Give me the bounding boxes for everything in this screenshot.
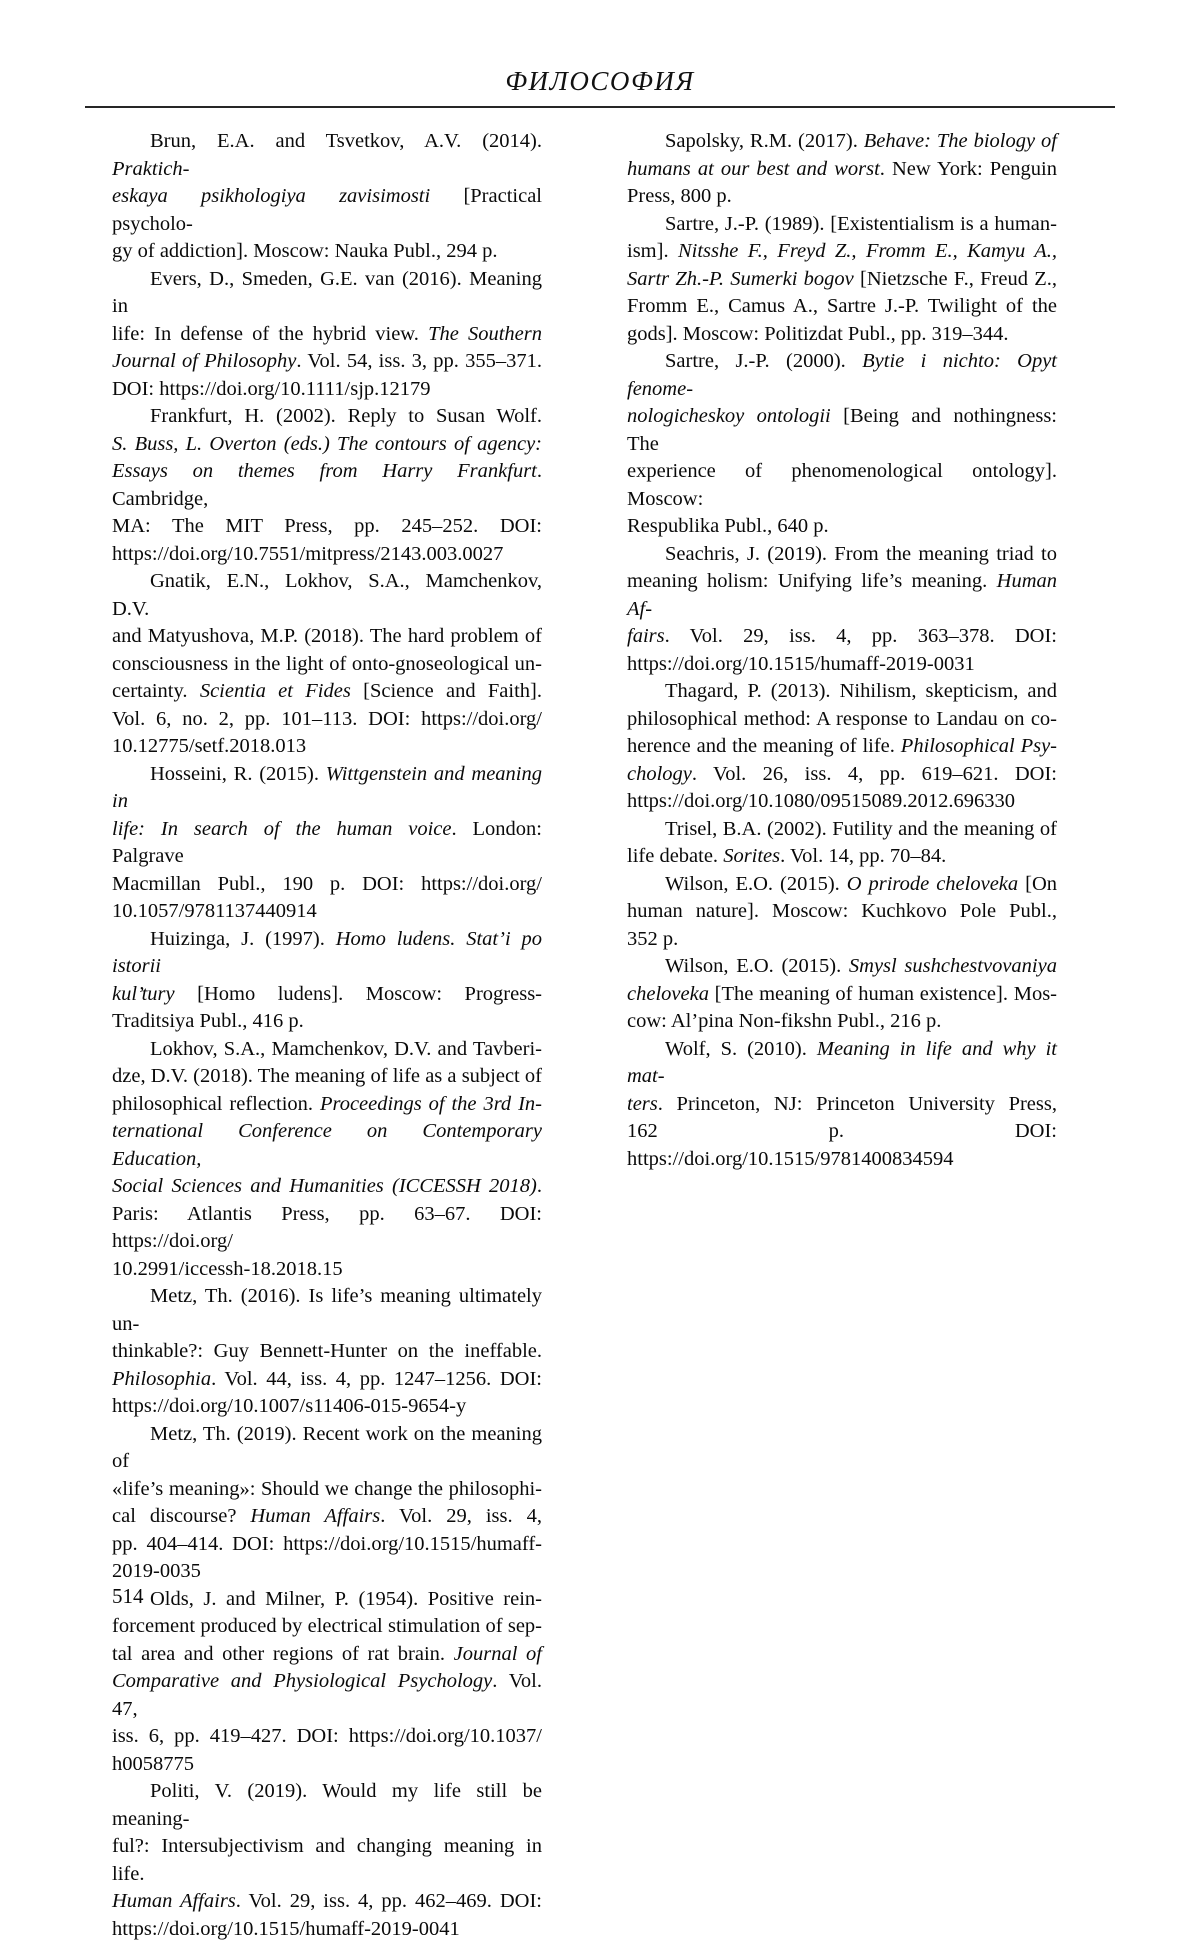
reference-text: . New York: Penguin [880, 158, 1057, 180]
reference-text-italic: Proceedings of the 3rd In- [320, 1093, 542, 1115]
reference-text: . [537, 1175, 542, 1197]
reference-line [112, 128, 542, 183]
reference-text: [On [1018, 873, 1057, 895]
reference-text: https://doi.org/10.7551/mitpress/2143.003.0027 [112, 543, 503, 565]
reference-line [112, 1641, 542, 1669]
reference-text: 10.1057/9781137440914 [112, 900, 317, 922]
reference-entry [112, 568, 542, 761]
reference-line [112, 1366, 542, 1394]
reference-line [627, 156, 1057, 184]
reference-text: https://doi.org/10.1515/humaff-2019-0041 [112, 1918, 460, 1940]
reference-entry [112, 1421, 542, 1586]
reference-text: . Vol. 29, iss. 4, pp. 363–378. DOI: [665, 625, 1057, 647]
reference-text-italic: Sartr Zh.-P. Sumerki bogov [627, 268, 854, 290]
reference-line [627, 1091, 1057, 1119]
reference-line [112, 706, 542, 734]
reference-line [627, 321, 1057, 349]
reference-text: Huizinga, J. (1997). [150, 928, 336, 950]
reference-text: tal area and other regions of rat brain. [112, 1643, 454, 1665]
reference-text: MA: The MIT Press, pp. 245–252. DOI: [112, 515, 542, 537]
reference-line [112, 1833, 542, 1888]
reference-line [627, 816, 1057, 844]
reference-text: and Matyushova, M.P. (2018). The hard problem of [112, 625, 542, 647]
reference-line [627, 403, 1057, 458]
reference-text: meaning holism: Unifying life’s meaning. [627, 570, 997, 592]
reference-text: Metz, Th. (2016). Is life’s meaning ultimately un- [112, 1285, 542, 1335]
reference-text: Wilson, E.O. (2015). [665, 873, 847, 895]
reference-line [112, 1916, 542, 1943]
reference-line [112, 1338, 542, 1366]
reference-text: Macmillan Publ., 190 p. DOI: https://doi.org/ [112, 873, 542, 895]
reference-line [112, 541, 542, 569]
reference-line [112, 871, 542, 899]
reference-text: Trisel, B.A. (2002). Futility and the meaning of [665, 818, 1057, 840]
reference-line [627, 513, 1057, 541]
reference-text: ism]. [627, 240, 678, 262]
reference-text: 10.2991/iccessh-18.2018.15 [112, 1258, 343, 1280]
reference-line [627, 1008, 1057, 1036]
reference-text: 162 p. DOI: https://doi.org/10.1515/9781400834594 [627, 1120, 1057, 1170]
reference-text: Fromm E., Camus A., Sartre J.-P. Twilight of the [627, 295, 1057, 317]
reference-text: https://doi.org/10.1007/s11406-015-9654-y [112, 1395, 466, 1417]
reference-text: [Practical psycholo- [112, 185, 542, 235]
reference-line [112, 1201, 542, 1256]
reference-text: life debate. [627, 845, 723, 867]
reference-text-italic: O prirode cheloveka [847, 873, 1018, 895]
reference-text: cal discourse? [112, 1505, 250, 1527]
reference-text: philosophical method: A response to Landau on co- [627, 708, 1057, 730]
reference-line [112, 651, 542, 679]
reference-text: life: In defense of the hybrid view. [112, 323, 428, 345]
reference-text-italic: Journal of Philosophy [112, 350, 296, 372]
reference-text: . Vol. 29, iss. 4, pp. 462–469. DOI: [236, 1890, 542, 1912]
reference-text: gy of addiction]. Moscow: Nauka Publ., 294 p. [112, 240, 497, 262]
reference-line [112, 513, 542, 541]
reference-text: . Vol. 14, pp. 70–84. [780, 845, 946, 867]
reference-line [627, 458, 1057, 513]
reference-text: dze, D.V. (2018). The meaning of life as a subject of [112, 1065, 542, 1087]
reference-line [112, 1393, 542, 1421]
reference-text: Traditsiya Publ., 416 p. [112, 1010, 304, 1032]
reference-line [112, 1503, 542, 1531]
reference-entry [627, 348, 1057, 541]
reference-line [112, 733, 542, 761]
reference-line [112, 1723, 542, 1751]
reference-text: consciousness in the light of onto-gnoseological un- [112, 653, 542, 675]
reference-text: iss. 6, pp. 419–427. DOI: https://doi.org/10.1037/ [112, 1725, 542, 1747]
reference-text: [Nietzsche F., Freud Z., [854, 268, 1057, 290]
reference-text: . Vol. 29, iss. 4, [380, 1505, 542, 1527]
reference-text: . Vol. 26, iss. 4, pp. 619–621. DOI: [692, 763, 1057, 785]
reference-line [627, 623, 1057, 651]
reference-text: [Science and Faith]. [351, 680, 542, 702]
reference-text-italic: The Southern [428, 323, 542, 345]
reference-text-italic: S. Buss, L. Overton (eds.) The contours of agency: [112, 433, 542, 455]
reference-text-italic: nologicheskoy ontologii [627, 405, 831, 427]
reference-line [627, 706, 1057, 734]
reference-line [627, 211, 1057, 239]
reference-line [112, 568, 542, 623]
references-column-left [112, 128, 542, 1943]
reference-text: Wilson, E.O. (2015). [665, 955, 849, 977]
reference-text: Wolf, S. (2010). [665, 1038, 817, 1060]
reference-line [627, 953, 1057, 981]
reference-text: Brun, E.A. and Tsvetkov, A.V. (2014). [150, 130, 542, 152]
reference-text-italic: Wittgenstein and meaning in [112, 763, 542, 813]
reference-text: Metz, Th. (2019). Recent work on the meaning of [112, 1423, 542, 1473]
reference-line [112, 1888, 542, 1916]
reference-text: philosophical reflection. [112, 1093, 320, 1115]
reference-line [112, 1091, 542, 1119]
reference-text: Sartre, J.-P. (1989). [Existentialism is a human- [665, 213, 1057, 235]
reference-text: h0058775 [112, 1753, 194, 1775]
reference-text: Politi, V. (2019). Would my life still be meaning- [112, 1780, 542, 1830]
reference-line [112, 458, 542, 513]
reference-text: certainty. [112, 680, 200, 702]
reference-entry [627, 128, 1057, 211]
reference-line [627, 981, 1057, 1009]
reference-text: Vol. 6, no. 2, pp. 101–113. DOI: https://doi.org/ [112, 708, 542, 730]
reference-line [627, 238, 1057, 266]
section-title: ФИЛОСОФИЯ [85, 66, 1115, 97]
reference-text-italic: Smysl sushchestvovaniya [849, 955, 1057, 977]
reference-text: . Vol. 47, [112, 1670, 542, 1720]
reference-entry [112, 761, 542, 926]
reference-text: . Vol. 44, iss. 4, pp. 1247–1256. DOI: [211, 1368, 542, 1390]
reference-line [112, 1668, 542, 1723]
reference-line [112, 1256, 542, 1284]
reference-text: Paris: Atlantis Press, pp. 63–67. DOI: https://doi.org/ [112, 1203, 542, 1253]
reference-text-italic: chology [627, 763, 692, 785]
reference-line [112, 376, 542, 404]
reference-text: 10.12775/setf.2018.013 [112, 735, 306, 757]
reference-entry [112, 1586, 542, 1779]
page-number: 514 [112, 1584, 144, 1609]
reference-entry [112, 403, 542, 568]
reference-line [112, 1476, 542, 1504]
reference-text: [Homo ludens]. Moscow: Progress- [175, 983, 542, 1005]
reference-line [627, 898, 1057, 926]
reference-line [627, 926, 1057, 954]
reference-line [112, 1118, 542, 1173]
reference-line [112, 1063, 542, 1091]
reference-text-italic: ternational Conference on Contemporary Education, [112, 1120, 542, 1170]
reference-text: . Princeton, NJ: Princeton University Press, [658, 1093, 1057, 1115]
reference-text: pp. 404–414. DOI: https://doi.org/10.1515/humaff- [112, 1533, 542, 1555]
reference-line [627, 348, 1057, 403]
reference-text: forcement produced by electrical stimulation of sep- [112, 1615, 542, 1637]
reference-text: Sartre, J.-P. (2000). [665, 350, 862, 372]
reference-text-italic: Praktich- [112, 158, 189, 180]
reference-line [112, 678, 542, 706]
reference-line [627, 651, 1057, 679]
reference-entry [112, 1283, 542, 1421]
reference-text: [The meaning of human existence]. Mos- [709, 983, 1057, 1005]
reference-line [112, 321, 542, 349]
reference-text: Sapolsky, R.M. (2017). [665, 130, 864, 152]
reference-text-italic: humans at our best and worst [627, 158, 880, 180]
reference-line [112, 403, 542, 431]
reference-line [112, 431, 542, 459]
reference-text: Press, 800 p. [627, 185, 732, 207]
reference-entry [627, 816, 1057, 871]
reference-line [112, 1613, 542, 1641]
reference-text: Respublika Publ., 640 p. [627, 515, 829, 537]
reference-entry [627, 541, 1057, 679]
reference-text: [Being and nothingness: The [627, 405, 1057, 455]
reference-line [112, 981, 542, 1009]
reference-text-italic: Nitsshe F., Freyd Z., Fromm E., Kamyu A., [678, 240, 1057, 262]
reference-text: . London: Palgrave [112, 818, 542, 868]
reference-text: gods]. Moscow: Politizdat Publ., pp. 319–344. [627, 323, 1009, 345]
reference-entry [627, 953, 1057, 1036]
reference-entry [627, 871, 1057, 954]
reference-text: Evers, D., Smeden, G.E. van (2016). Meaning in [112, 268, 542, 318]
reference-line [112, 1283, 542, 1338]
reference-text-italic: ters [627, 1093, 658, 1115]
reference-line [627, 568, 1057, 623]
reference-line [627, 293, 1057, 321]
reference-text-italic: Human Af- [627, 570, 1057, 620]
reference-line [112, 623, 542, 651]
reference-line [112, 1778, 542, 1833]
reference-text: https://doi.org/10.1080/09515089.2012.696330 [627, 790, 1015, 812]
reference-text: herence and the meaning of life. [627, 735, 901, 757]
reference-line [112, 348, 542, 376]
reference-text-italic: Journal of [454, 1643, 542, 1665]
reference-line [627, 678, 1057, 706]
reference-text: Seachris, J. (2019). From the meaning triad to [665, 543, 1057, 565]
reference-line [112, 898, 542, 926]
reference-line [627, 1036, 1057, 1091]
reference-text: human nature]. Moscow: Kuchkovo Pole Publ., [627, 900, 1057, 922]
reference-text-italic: Philosophical Psy- [901, 735, 1057, 757]
reference-text-italic: kul’tury [112, 983, 175, 1005]
reference-line [627, 761, 1057, 789]
reference-line [112, 1558, 542, 1586]
reference-line [627, 733, 1057, 761]
reference-text-italic: Behave: The biology of [864, 130, 1057, 152]
reference-text: . Cambridge, [112, 460, 542, 510]
reference-text: DOI: https://doi.org/10.1111/sjp.12179 [112, 378, 431, 400]
reference-entry [112, 926, 542, 1036]
reference-text-italic: Sorites [723, 845, 780, 867]
reference-text-italic: cheloveka [627, 983, 709, 1005]
references-column-right [627, 128, 1057, 1173]
reference-text: . Vol. 54, iss. 3, pp. 355–371. [296, 350, 542, 372]
reference-line [627, 266, 1057, 294]
reference-text: Olds, J. and Milner, P. (1954). Positive rein- [150, 1588, 542, 1610]
reference-text: Thagard, P. (2013). Nihilism, skepticism, and [665, 680, 1057, 702]
reference-line [627, 1118, 1057, 1173]
reference-line [627, 128, 1057, 156]
reference-text: 2019-0035 [112, 1560, 201, 1582]
reference-entry [627, 211, 1057, 349]
reference-entry [112, 266, 542, 404]
reference-entry [627, 678, 1057, 816]
reference-line [112, 1531, 542, 1559]
reference-line [112, 1036, 542, 1064]
reference-line [627, 541, 1057, 569]
reference-text: https://doi.org/10.1515/humaff-2019-0031 [627, 653, 975, 675]
reference-text-italic: Philosophia [112, 1368, 211, 1390]
reference-text-italic: Comparative and Physiological Psychology [112, 1670, 492, 1692]
reference-line [112, 183, 542, 238]
reference-text: ful?: Intersubjectivism and changing meaning in life. [112, 1835, 542, 1885]
reference-text-italic: Social Sciences and Humanities (ICCESSH 2018) [112, 1175, 537, 1197]
reference-line [627, 788, 1057, 816]
reference-text-italic: fairs [627, 625, 665, 647]
reference-line [112, 926, 542, 981]
reference-text-italic: eskaya psikhologiya zavisimosti [112, 185, 430, 207]
reference-entry [112, 1036, 542, 1284]
reference-line [112, 816, 542, 871]
reference-text-italic: Homo ludens. Stat’i po istorii [112, 928, 542, 978]
reference-line [112, 1173, 542, 1201]
reference-entry [627, 1036, 1057, 1174]
reference-text: Lokhov, S.A., Mamchenkov, D.V. and Tavberi- [150, 1038, 542, 1060]
reference-text: cow: Al’pina Non-fikshn Publ., 216 p. [627, 1010, 941, 1032]
reference-entry [112, 1778, 542, 1943]
reference-line [112, 266, 542, 321]
reference-text-italic: Scientia et Fides [200, 680, 351, 702]
reference-text-italic: Human Affairs [250, 1505, 380, 1527]
reference-text-italic: Meaning in life and why it mat- [627, 1038, 1057, 1088]
reference-text: «life’s meaning»: Should we change the philosophi- [112, 1478, 542, 1500]
reference-entry [112, 128, 542, 266]
reference-line [112, 1421, 542, 1476]
reference-line [112, 761, 542, 816]
reference-line [112, 1751, 542, 1779]
reference-line [627, 843, 1057, 871]
reference-text: Gnatik, E.N., Lokhov, S.A., Mamchenkov, D.V. [112, 570, 542, 620]
reference-text: 352 p. [627, 928, 678, 950]
reference-line [627, 871, 1057, 899]
reference-text-italic: Essays on themes from Harry Frankfurt [112, 460, 537, 482]
reference-text-italic: Bytie i nichto: Opyt fenome- [627, 350, 1057, 400]
reference-line [112, 238, 542, 266]
reference-text: Hosseini, R. (2015). [150, 763, 326, 785]
reference-text-italic: Human Affairs [112, 1890, 236, 1912]
reference-text-italic: life: In search of the human voice [112, 818, 451, 840]
reference-line [112, 1008, 542, 1036]
reference-text: thinkable?: Guy Bennett-Hunter on the ineffable. [112, 1340, 542, 1362]
reference-line [112, 1586, 542, 1614]
header-divider [85, 106, 1115, 108]
reference-line [627, 183, 1057, 211]
reference-text: experience of phenomenological ontology]. Moscow: [627, 460, 1057, 510]
reference-text: Frankfurt, H. (2002). Reply to Susan Wolf. [150, 405, 542, 427]
